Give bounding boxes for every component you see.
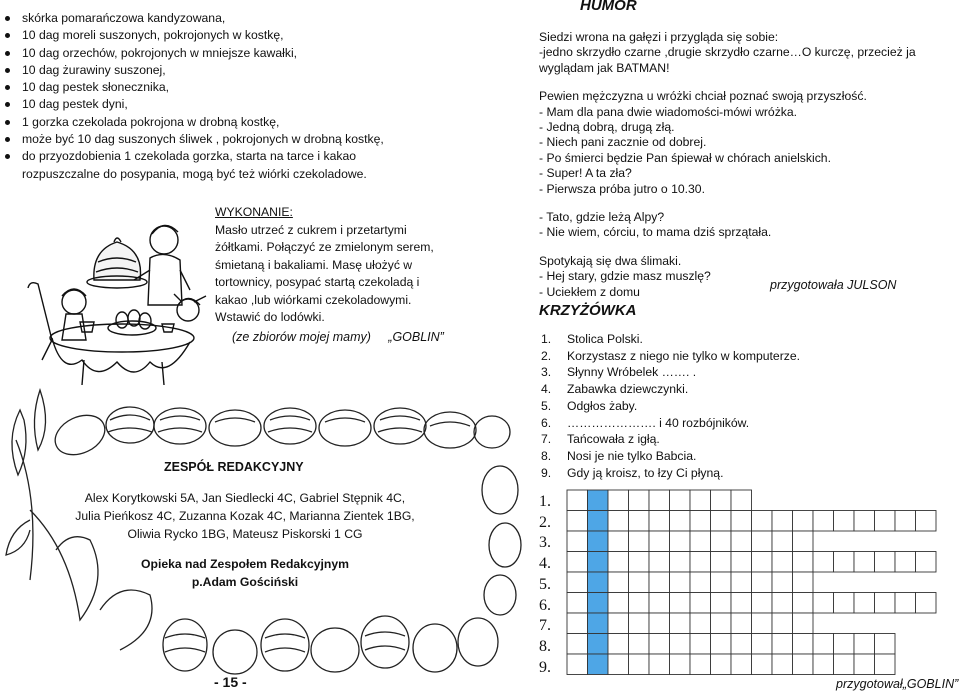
crossword-cell[interactable]	[772, 511, 793, 532]
crossword-solution-cell[interactable]	[588, 531, 609, 552]
humor-section	[539, 30, 949, 313]
crossword-cell[interactable]	[793, 593, 814, 614]
crossword-cell[interactable]	[567, 572, 588, 593]
supervisor-title: Opieka nad Zespołem Redakcyjnym	[141, 557, 349, 571]
crossword-cell[interactable]	[670, 511, 691, 532]
crossword-cell[interactable]	[649, 552, 670, 573]
crossword-cell[interactable]	[834, 634, 855, 655]
wykonanie-line: kakao ,lub wiórkami czekoladowymi.	[215, 292, 412, 307]
joke-line: - Pierwsza próba jutro o 10.30.	[539, 181, 705, 196]
ingredient-item: do przyozdobienia 1 czekolada gorzka, starta na tarce i kakao	[0, 148, 400, 165]
crossword-cell[interactable]	[670, 531, 691, 552]
crossword-cell[interactable]	[629, 593, 650, 614]
crossword-cell[interactable]	[649, 490, 670, 511]
crossword-cell[interactable]	[608, 593, 629, 614]
joke-line: Pewien mężczyzna u wróżki chciał poznać swoją przyszłość.	[539, 89, 867, 104]
row-number: 5.	[539, 575, 551, 593]
crossword-cell[interactable]	[608, 654, 629, 675]
crossword-solution-cell[interactable]	[588, 572, 609, 593]
joke-block	[539, 210, 949, 241]
joke-block	[539, 89, 949, 197]
humor-title: HUMOR	[580, 0, 637, 14]
crossword-cell[interactable]	[711, 531, 732, 552]
crossword-cell[interactable]	[690, 490, 711, 511]
clue-item: 5. Odgłos żaby.	[541, 398, 638, 413]
crossword-cell[interactable]	[854, 552, 875, 573]
joke-line: - Jedną dobrą, drugą złą.	[539, 120, 675, 135]
row-number: 9.	[539, 658, 551, 676]
crossword-cell[interactable]	[690, 552, 711, 573]
crossword-cell[interactable]	[772, 552, 793, 573]
crossword-cell[interactable]	[629, 552, 650, 573]
crossword-cell[interactable]	[731, 593, 752, 614]
crossword-cell[interactable]	[752, 572, 773, 593]
crossword-cell[interactable]	[690, 593, 711, 614]
crossword-solution-cell[interactable]	[588, 613, 609, 634]
crossword-cell[interactable]	[793, 552, 814, 573]
crossword-cell[interactable]	[670, 490, 691, 511]
joke-line: - Po śmierci będzie Pan śpiewał w chórach anielskich.	[539, 150, 831, 165]
crossword-cell[interactable]	[629, 634, 650, 655]
crossword-cell[interactable]	[608, 490, 629, 511]
row-number: 1.	[539, 493, 551, 510]
crossword-cell[interactable]	[895, 593, 916, 614]
ingredient-item: 10 dag żurawiny suszonej,	[0, 62, 400, 79]
crossword-cell[interactable]	[916, 511, 937, 532]
clue-item: 4. Zabawka dziewczynki.	[541, 382, 689, 397]
row-number: 2.	[539, 513, 551, 531]
crossword-cell[interactable]	[772, 531, 793, 552]
crossword-cell[interactable]	[752, 634, 773, 655]
ingredient-continuation: rozpuszczalne do posypania, mogą być też wiórki czekoladowe.	[22, 166, 367, 181]
ingredient-item: 10 dag pestek słonecznika,	[0, 79, 400, 96]
clue-item: 1. Stolica Polski.	[541, 332, 643, 346]
clue-item: 2. Korzystasz z niego nie tylko w komputerze.	[541, 348, 801, 363]
crossword-solution-cell[interactable]	[588, 593, 609, 614]
joke-line: - Uciekłem z domu	[539, 284, 640, 299]
crossword-cell[interactable]	[752, 531, 773, 552]
crossword-cell[interactable]	[854, 654, 875, 675]
crossword-cell[interactable]	[731, 552, 752, 573]
crossword-cell[interactable]	[567, 654, 588, 675]
crossword-cell[interactable]	[629, 654, 650, 675]
crossword-cell[interactable]	[772, 593, 793, 614]
crossword-cell[interactable]	[670, 593, 691, 614]
crossword-cell[interactable]	[813, 511, 834, 532]
crossword-cell[interactable]	[711, 593, 732, 614]
crossword-cell[interactable]	[690, 572, 711, 593]
editorial-team-title: ZESPÓŁ REDAKCYJNY	[164, 460, 304, 474]
joke-line: - Hej stary, gdzie masz muszlę?	[539, 269, 711, 284]
crossword-cell[interactable]	[875, 654, 896, 675]
crossword-title: KRZYŻÓWKA	[539, 302, 637, 319]
crossword-cell[interactable]	[875, 552, 896, 573]
crossword-cell[interactable]	[690, 511, 711, 532]
supervisor-block	[110, 556, 380, 591]
crossword-cell[interactable]	[752, 552, 773, 573]
crossword-cell[interactable]	[608, 634, 629, 655]
cake-party-illustration	[22, 210, 212, 390]
crossword-cell[interactable]	[772, 613, 793, 634]
crossword-cell[interactable]	[649, 531, 670, 552]
crossword-cell[interactable]	[670, 654, 691, 675]
page-number: - 15 -	[214, 674, 247, 690]
crossword-row-numbers	[539, 492, 551, 678]
ingredient-item: 10 dag moreli suszonych, pokrojonych w kostkę,	[0, 27, 400, 44]
members-line: Oliwia Rycko 1BG, Mateusz Piskorski 1 CG	[127, 527, 363, 542]
crossword-cell[interactable]	[875, 634, 896, 655]
crossword-cell[interactable]	[752, 511, 773, 532]
joke-line: Spotykają się dwa ślimaki.	[539, 253, 682, 268]
crossword-solution-cell[interactable]	[588, 634, 609, 655]
crossword-cell[interactable]	[752, 593, 773, 614]
clue-item: 8. Nosi je nie tylko Babcia.	[541, 448, 697, 463]
crossword-cell[interactable]	[793, 572, 814, 593]
crossword-cell[interactable]	[711, 572, 732, 593]
wykonanie-line: śmietaną i bakaliami. Masę ułożyć w	[215, 257, 413, 272]
crossword-solution-cell[interactable]	[588, 490, 609, 511]
crossword-cell[interactable]	[731, 654, 752, 675]
clue-item: 6. …………………. i 40 rozbójników.	[541, 415, 750, 430]
crossword-cell[interactable]	[567, 511, 588, 532]
crossword-cell[interactable]	[793, 613, 814, 634]
crossword-cell[interactable]	[813, 552, 834, 573]
crossword-cell[interactable]	[731, 634, 752, 655]
supervisor-name: p.Adam Gościński	[191, 574, 299, 589]
joke-block	[539, 30, 949, 76]
crossword-cell[interactable]	[690, 634, 711, 655]
crossword-cell[interactable]	[567, 593, 588, 614]
joke-line: -jedno skrzydło czarne ,drugie skrzydło czarne…O kurczę, przecież ja wyglądam jak BATMAN!	[539, 45, 916, 75]
crossword-cell[interactable]	[916, 552, 937, 573]
crossword-cell[interactable]	[608, 613, 629, 634]
crossword-cell[interactable]	[834, 552, 855, 573]
crossword-cell[interactable]	[895, 552, 916, 573]
crossword-cell[interactable]	[711, 552, 732, 573]
crossword-cell[interactable]	[813, 654, 834, 675]
editorial-team-members	[60, 489, 430, 544]
crossword-cell[interactable]	[752, 654, 773, 675]
crossword-cell[interactable]	[875, 593, 896, 614]
crossword-cell[interactable]	[629, 613, 650, 634]
crossword-cell[interactable]	[608, 531, 629, 552]
row-number: 4.	[539, 555, 551, 573]
ingredient-item: skórka pomarańczowa kandyzowana,	[0, 10, 400, 27]
crossword-cell[interactable]	[711, 490, 732, 511]
joke-block	[539, 254, 949, 300]
members-line: Julia Pieńkosz 4C, Zuzanna Kozak 4C, Marianna Zientek 1BG,	[75, 509, 415, 524]
crossword-cell[interactable]	[834, 593, 855, 614]
crossword-cell[interactable]	[813, 634, 834, 655]
crossword-cell[interactable]	[854, 511, 875, 532]
crossword-cell[interactable]	[793, 634, 814, 655]
crossword-cell[interactable]	[629, 490, 650, 511]
row-number: 7.	[539, 617, 551, 635]
crossword-cell[interactable]	[731, 531, 752, 552]
crossword-cell[interactable]	[649, 511, 670, 532]
wykonanie-line: Wstawić do lodówki.	[215, 310, 325, 324]
crossword-cell[interactable]	[711, 634, 732, 655]
clue-item: 7. Tańcowała z igłą.	[541, 432, 660, 447]
ingredient-item: 1 gorzka czekolada pokrojona w drobną kostkę,	[0, 114, 400, 131]
joke-line: - Niech pani zacznie od dobrej.	[539, 135, 707, 150]
crossword-cell[interactable]	[649, 593, 670, 614]
crossword-cell[interactable]	[690, 531, 711, 552]
joke-line: - Nie wiem, córciu, to mama dziś sprzątała.	[539, 225, 772, 240]
crossword-cell[interactable]	[875, 511, 896, 532]
crossword-cell[interactable]	[731, 572, 752, 593]
crossword-cell[interactable]	[916, 593, 937, 614]
wykonanie-line: Masło utrzeć z cukrem i przetartymi	[215, 222, 407, 237]
crossword-cell[interactable]	[567, 490, 588, 511]
crossword-cell[interactable]	[895, 511, 916, 532]
crossword-cell[interactable]	[649, 572, 670, 593]
wykonanie-heading: WYKONANIE:	[215, 205, 293, 219]
wykonanie-line: tortownicy, posypać startą czekoladą i	[215, 275, 420, 289]
crossword-cell[interactable]	[629, 531, 650, 552]
crossword-cell[interactable]	[567, 531, 588, 552]
crossword-cell[interactable]	[629, 572, 650, 593]
crossword-cell[interactable]	[608, 572, 629, 593]
ingredient-item: 10 dag pestek dyni,	[0, 96, 400, 113]
crossword-cell[interactable]	[711, 511, 732, 532]
crossword-solution-cell[interactable]	[588, 654, 609, 675]
joke-line: - Tato, gdzie leżą Alpy?	[539, 210, 665, 225]
crossword-cell[interactable]	[670, 634, 691, 655]
crossword-cell[interactable]	[834, 654, 855, 675]
crossword-cell[interactable]	[670, 613, 691, 634]
crossword-cell[interactable]	[731, 511, 752, 532]
crossword-cell[interactable]	[834, 511, 855, 532]
crossword-cell[interactable]	[649, 613, 670, 634]
row-number: 6.	[539, 596, 551, 614]
crossword-cell[interactable]	[670, 552, 691, 573]
humor-signature: przygotowała JULSON	[770, 278, 897, 292]
crossword-cell[interactable]	[772, 654, 793, 675]
ingredients-list	[0, 10, 400, 183]
crossword-cell[interactable]	[793, 654, 814, 675]
wykonanie-line: żółtkami. Połączyć ze zmielonym serem,	[215, 240, 434, 254]
crossword-solution-cell[interactable]	[588, 511, 609, 532]
crossword-cell[interactable]	[711, 613, 732, 634]
crossword-cell[interactable]	[567, 634, 588, 655]
clue-item: 3. Słynny Wróbelek ……. .	[541, 365, 697, 380]
crossword-cell[interactable]	[711, 654, 732, 675]
crossword-cell[interactable]	[752, 613, 773, 634]
crossword-cell[interactable]	[608, 552, 629, 573]
row-number: 8.	[539, 637, 551, 655]
crossword-solution-cell[interactable]	[588, 552, 609, 573]
clue-item: 9. Gdy ją kroisz, to łzy Ci płyną.	[541, 465, 724, 480]
crossword-cell[interactable]	[813, 593, 834, 614]
crossword-cell[interactable]	[854, 634, 875, 655]
crossword-cell[interactable]	[690, 613, 711, 634]
recipe-credit: (ze zbiorów mojej mamy) „GOBLIN”	[232, 330, 444, 344]
crossword-cell[interactable]	[772, 572, 793, 593]
crossword-grid[interactable]	[566, 489, 956, 679]
crossword-cell[interactable]	[670, 572, 691, 593]
crossword-cell[interactable]	[649, 654, 670, 675]
crossword-signature: przygotował„GOBLIN”	[836, 677, 959, 691]
crossword-cell[interactable]	[731, 490, 752, 511]
crossword-cell[interactable]	[649, 634, 670, 655]
crossword-cell[interactable]	[731, 613, 752, 634]
crossword-cell[interactable]	[793, 531, 814, 552]
crossword-cell[interactable]	[793, 511, 814, 532]
crossword-cell[interactable]	[854, 593, 875, 614]
crossword-cell[interactable]	[567, 552, 588, 573]
row-number: 3.	[539, 534, 551, 552]
joke-line: - Mam dla pana dwie wiadomości-mówi wróżka.	[539, 104, 798, 119]
ingredient-item: 10 dag orzechów, pokrojonych w mniejsze kawałki,	[0, 45, 400, 62]
crossword-cell[interactable]	[690, 654, 711, 675]
crossword-cell[interactable]	[772, 634, 793, 655]
crossword-cell[interactable]	[608, 511, 629, 532]
wykonanie-section	[215, 204, 465, 327]
crossword-cell[interactable]	[629, 511, 650, 532]
crossword-clues	[541, 331, 841, 481]
members-line: Alex Korytkowski 5A, Jan Siedlecki 4C, Gabriel Stępnik 4C,	[84, 491, 406, 505]
joke-line: Siedzi wrona na gałęzi i przygląda się sobie:	[539, 30, 779, 44]
ingredient-item: może być 10 dag suszonych śliwek , pokrojonych w drobną kostkę,	[0, 131, 400, 148]
crossword-cell[interactable]	[567, 613, 588, 634]
joke-line: - Super! A ta zła?	[539, 166, 632, 181]
